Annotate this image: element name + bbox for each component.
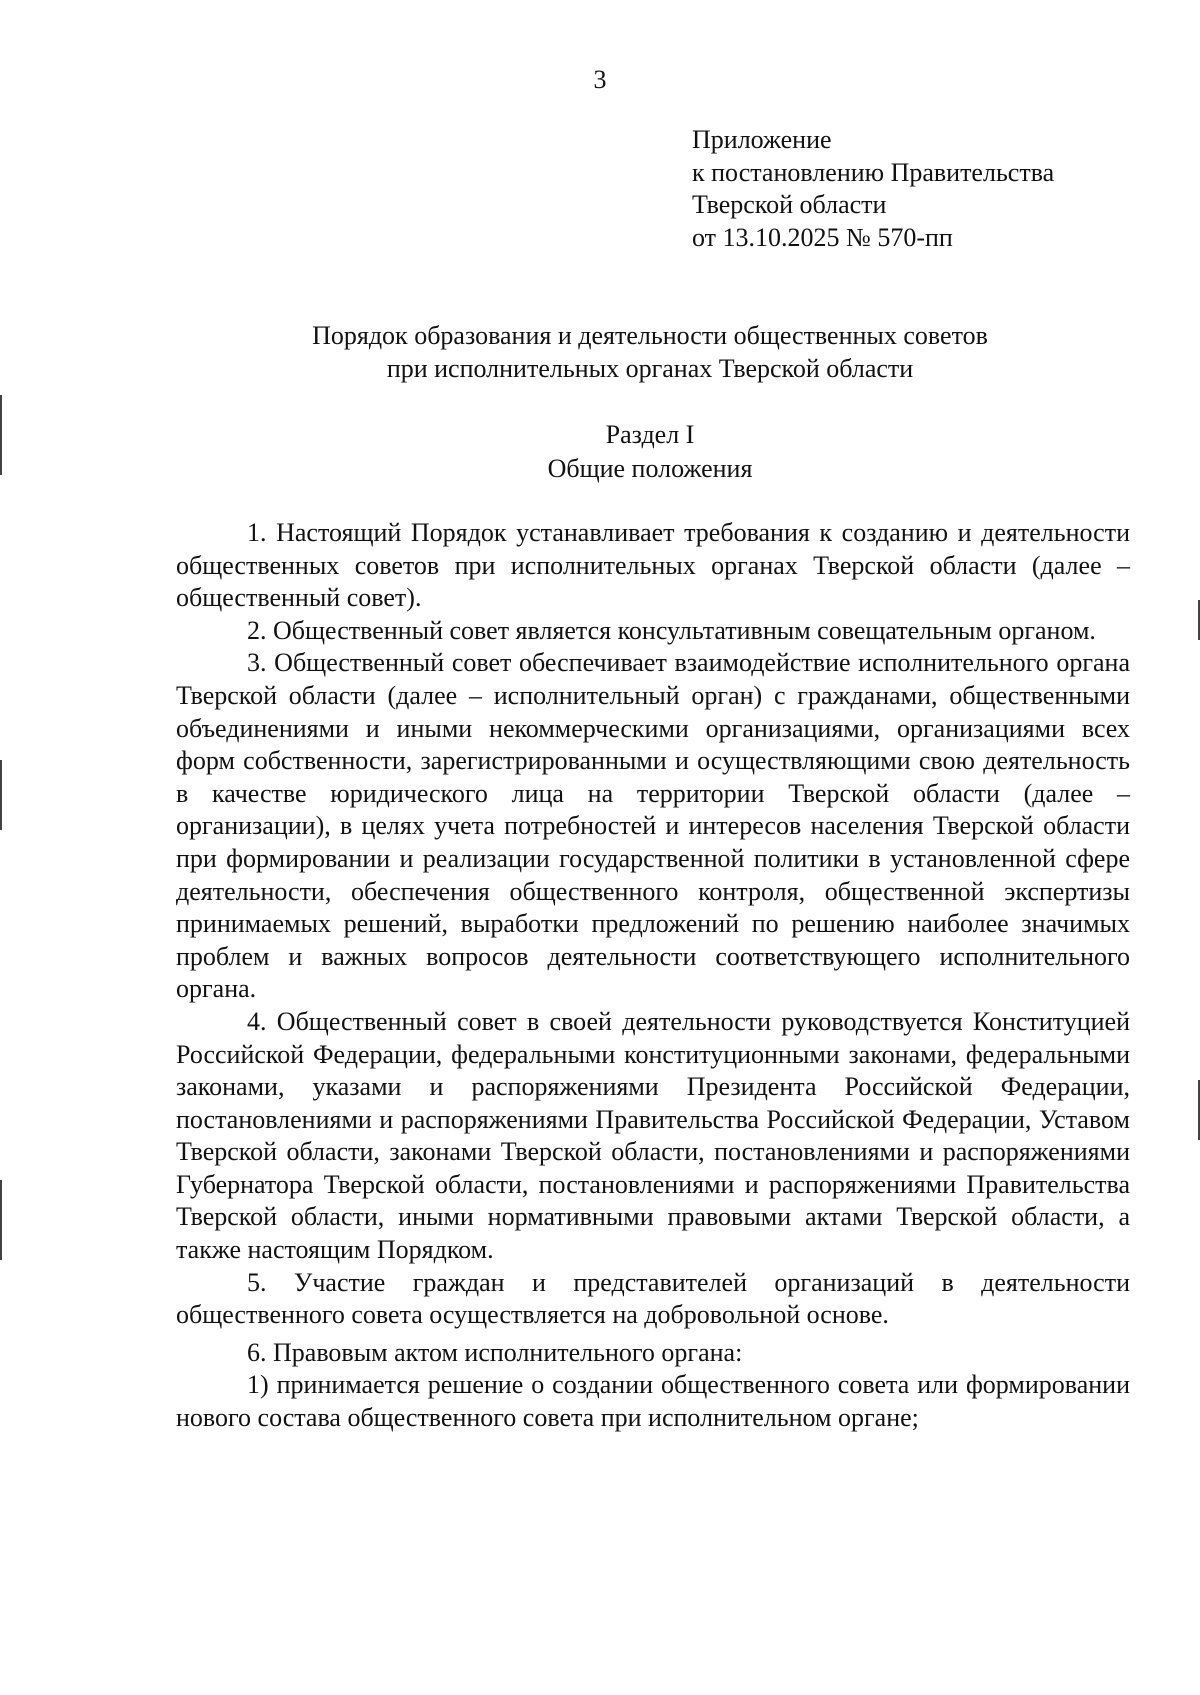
scan-edge-mark xyxy=(0,395,2,475)
paragraph: 3. Общественный совет обеспечивает взаимодействие исполнительного органа Тверской области (далее – исполнительный орган) с гражданами, общественными объединениями и иными некоммерческими организациями, организациями всех форм собственности, зарегистрированными и осуществляющими свою деятельность в качестве юридического лица на территории Тверской области (далее – организации), в целях учета потребностей и интересов населения Тверской области при формировании и реализации государственной политики в установленной сфере деятельности, обеспечения общественного контроля, общественной экспертизы принимаемых решений, выработки предложений по решению наиболее значимых проблем и важных вопросов деятельности соответствующего исполнительного органа. xyxy=(176,648,1130,1004)
scan-edge-mark xyxy=(0,760,2,830)
paragraph: 4. Общественный совет в своей деятельности руководствуется Конституцией Российской Федерации, федеральными конституционными законами, федеральными законами, указами и распоряжениями Президента Российской Федерации, постановлениями и распоряжениями Правительства Российской Федерации, Уставом Тверской области, законами Тверской области, постановлениями и распоряжениями Губернатора Тверской области, постановлениями и распоряжениями Правительства Тверской области, иными нормативными правовыми актами Тверской области, а также настоящим Порядком. xyxy=(176,1006,1130,1265)
section-number: Раздел I xyxy=(605,420,695,449)
paragraph: 6. Правовым актом исполнительного органа: xyxy=(247,1337,743,1367)
paragraph: 5. Участие граждан и представителей организаций в деятельности общественного совета осуществляется на добровольной основе. xyxy=(176,1267,1130,1330)
section-heading xyxy=(0,418,1200,486)
appendix-line: Приложение xyxy=(692,125,832,154)
document-title xyxy=(0,320,1200,385)
paragraph: 1. Настоящий Порядок устанавливает требования к созданию и деятельности общественных советов при исполнительных органах Тверской области (далее – общественный совет). xyxy=(176,518,1130,613)
appendix-line: от 13.10.2025 № 570-пп xyxy=(692,222,953,252)
scan-edge-mark xyxy=(0,1180,2,1260)
page-number: 3 xyxy=(593,65,607,94)
appendix-block xyxy=(692,124,1054,254)
paragraph: 1) принимается решение о создании общественного совета или формировании нового состава общественного совета при исполнительном органе; xyxy=(176,1370,1130,1433)
appendix-line: Тверской области xyxy=(692,190,887,219)
title-line: при исполнительных органах Тверской области xyxy=(386,353,914,383)
appendix-line: к постановлению Правительства xyxy=(692,157,1055,187)
paragraph: 2. Общественный совет является консультативным совещательным органом. xyxy=(247,615,1096,645)
title-line: Порядок образования и деятельности общественных советов xyxy=(312,321,988,350)
body-text xyxy=(176,517,1130,1435)
section-name: Общие положения xyxy=(547,454,753,483)
